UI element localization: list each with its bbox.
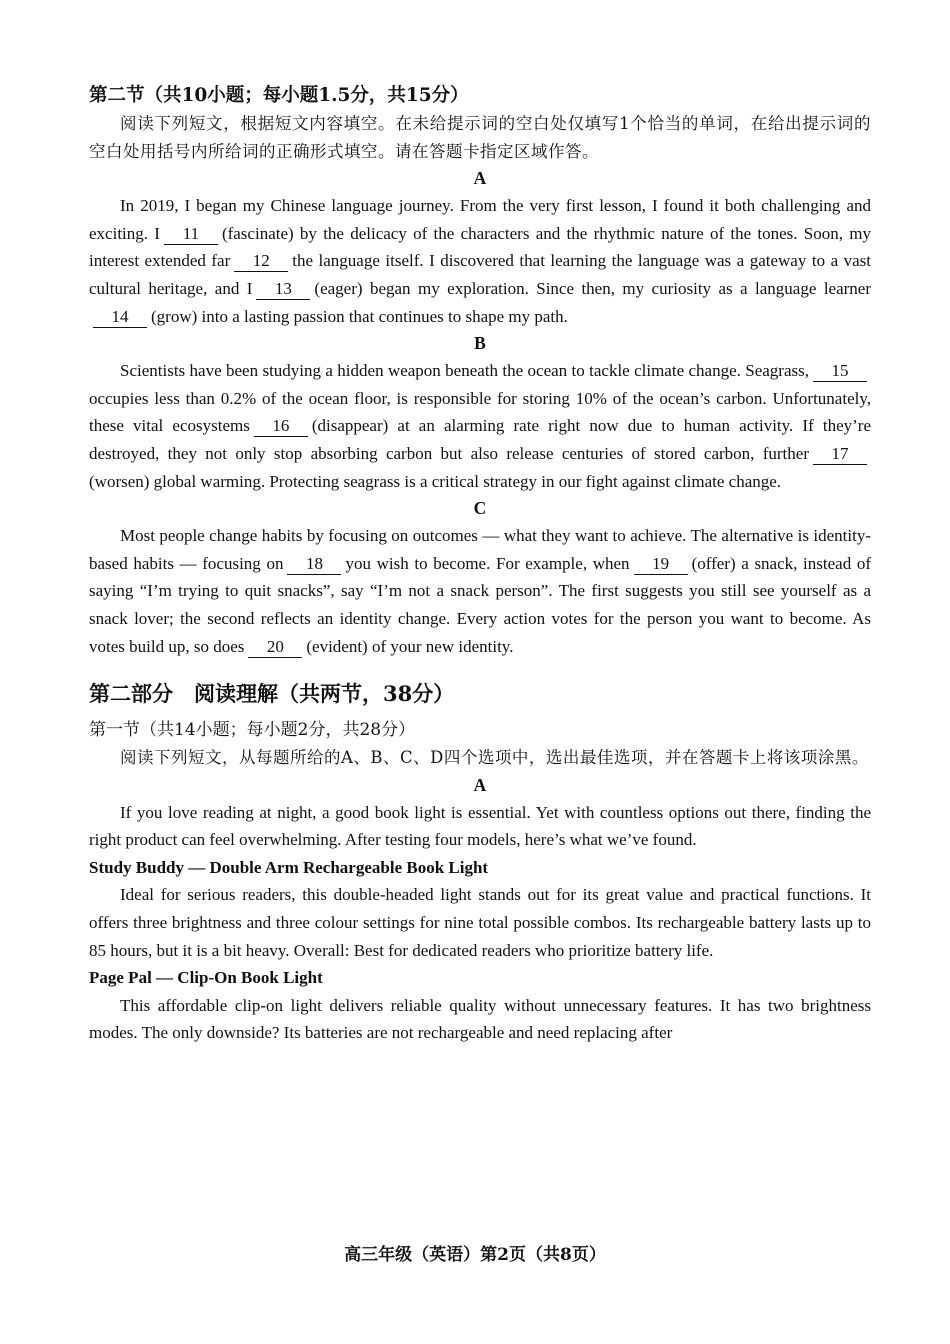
passage-c-text: Most people change habits by focusing on outcomes — what they want to achieve. The alternative is identity-based habits — focusing on 18 you wish to become. For example, when 19 (offer) a snack, instead of saying “I’m trying to quit snacks”, say “I’m not a snack person”. The first suggests you still see yourself as a snack lover; the second reflects an identity change. Every action votes for the person you want to become. As votes build up, so does 20 (evident) of your new identity. <box>89 526 872 656</box>
blank-18[interactable]: 18 <box>287 554 341 575</box>
blank-15[interactable]: 15 <box>813 361 867 382</box>
section-instructions: 阅读下列短文，从每题所给的A、B、C、D四个选项中，选出最佳选项，并在答题卡上将该项涂黑。 <box>120 748 869 768</box>
reading-a-intro: If you love reading at night, a good book light is essential. Yet with countless options out there, finding the right product can feel overwhelming. After testing four models, here’s what we’ve found. <box>89 802 871 850</box>
section-instructions: 阅读下列短文，根据短文内容填空。在未给提示词的空白处仅填写1个恰当的单词，在给出提示词的空白处用括号内所给词的正确形式填空。请在答题卡指定区域作答。 <box>89 114 871 161</box>
product-description: This affordable clip-on light delivers reliable quality without unnecessary features. It has two brightness modes. The only downside? Its batteries are not rechargeable and need replacing after <box>89 995 871 1043</box>
product-description: Ideal for serious readers, this double-headed light stands out for its great value and practical functions. It offers three brightness and three colour settings for nine total possible combos. Its rechargeable battery lasts up to 85 hours, but it is a bit heavy. Overall: Best for dedicated readers who prioritize battery life. <box>89 885 871 960</box>
passage-label: A <box>473 168 487 189</box>
blank-12[interactable]: 12 <box>234 251 288 272</box>
product-title: Study Buddy — Double Arm Rechargeable Book Light <box>89 857 489 877</box>
section-header: 第二节（共10小题；每小题1.5分，共15分） <box>89 85 469 106</box>
passage-a-text: In 2019, I began my Chinese language journey. From the very first lesson, I found it both challenging and exciting. I 11 (fascinate) by the delicacy of the characters and the rhythmic nature of the tones. Soon, my interest extended far 12 the language itself. I discovered that learning the language was a gateway to a vast cultural heritage, and I 13 (eager) began my exploration. Since then, my curiosity as a language learner14 (grow) into a lasting passion that continues to shape my path. <box>89 196 872 326</box>
passage-label: B <box>474 333 486 354</box>
blank-13[interactable]: 13 <box>256 279 310 300</box>
blank-17[interactable]: 17 <box>813 444 867 465</box>
passage-b-text: Scientists have been studying a hidden weapon beneath the ocean to tackle climate change. Seagrass, 15occupies less than 0.2% of the ocean floor, is responsible for storing 10% of the ocean’s carbon. Unfortunately, these vital ecosystems 16 (disappear) at an alarming rate right now due to human activity. If they’re destroyed, they not only stop absorbing carbon but also release centuries of stored carbon, further 17(worsen) global warming. Protecting seagrass is a critical strategy in our fight against climate change. <box>89 361 871 491</box>
blank-11[interactable]: 11 <box>164 224 218 245</box>
blank-16[interactable]: 16 <box>254 416 308 437</box>
blank-20[interactable]: 20 <box>248 637 302 658</box>
section-header: 第一节（共14小题；每小题2分，共28分） <box>89 720 416 741</box>
exam-page <box>89 82 871 1047</box>
part-title: 第二部分 阅读理解（共两节，38分） <box>89 681 455 707</box>
passage-label: C <box>473 498 487 519</box>
blank-19[interactable]: 19 <box>634 554 688 575</box>
blank-14[interactable]: 14 <box>93 307 147 328</box>
product-title: Page Pal — Clip-On Book Light <box>89 968 323 988</box>
page-footer: 高三年级（英语）第2页（共8页） <box>344 1245 606 1265</box>
passage-label: A <box>473 774 487 795</box>
